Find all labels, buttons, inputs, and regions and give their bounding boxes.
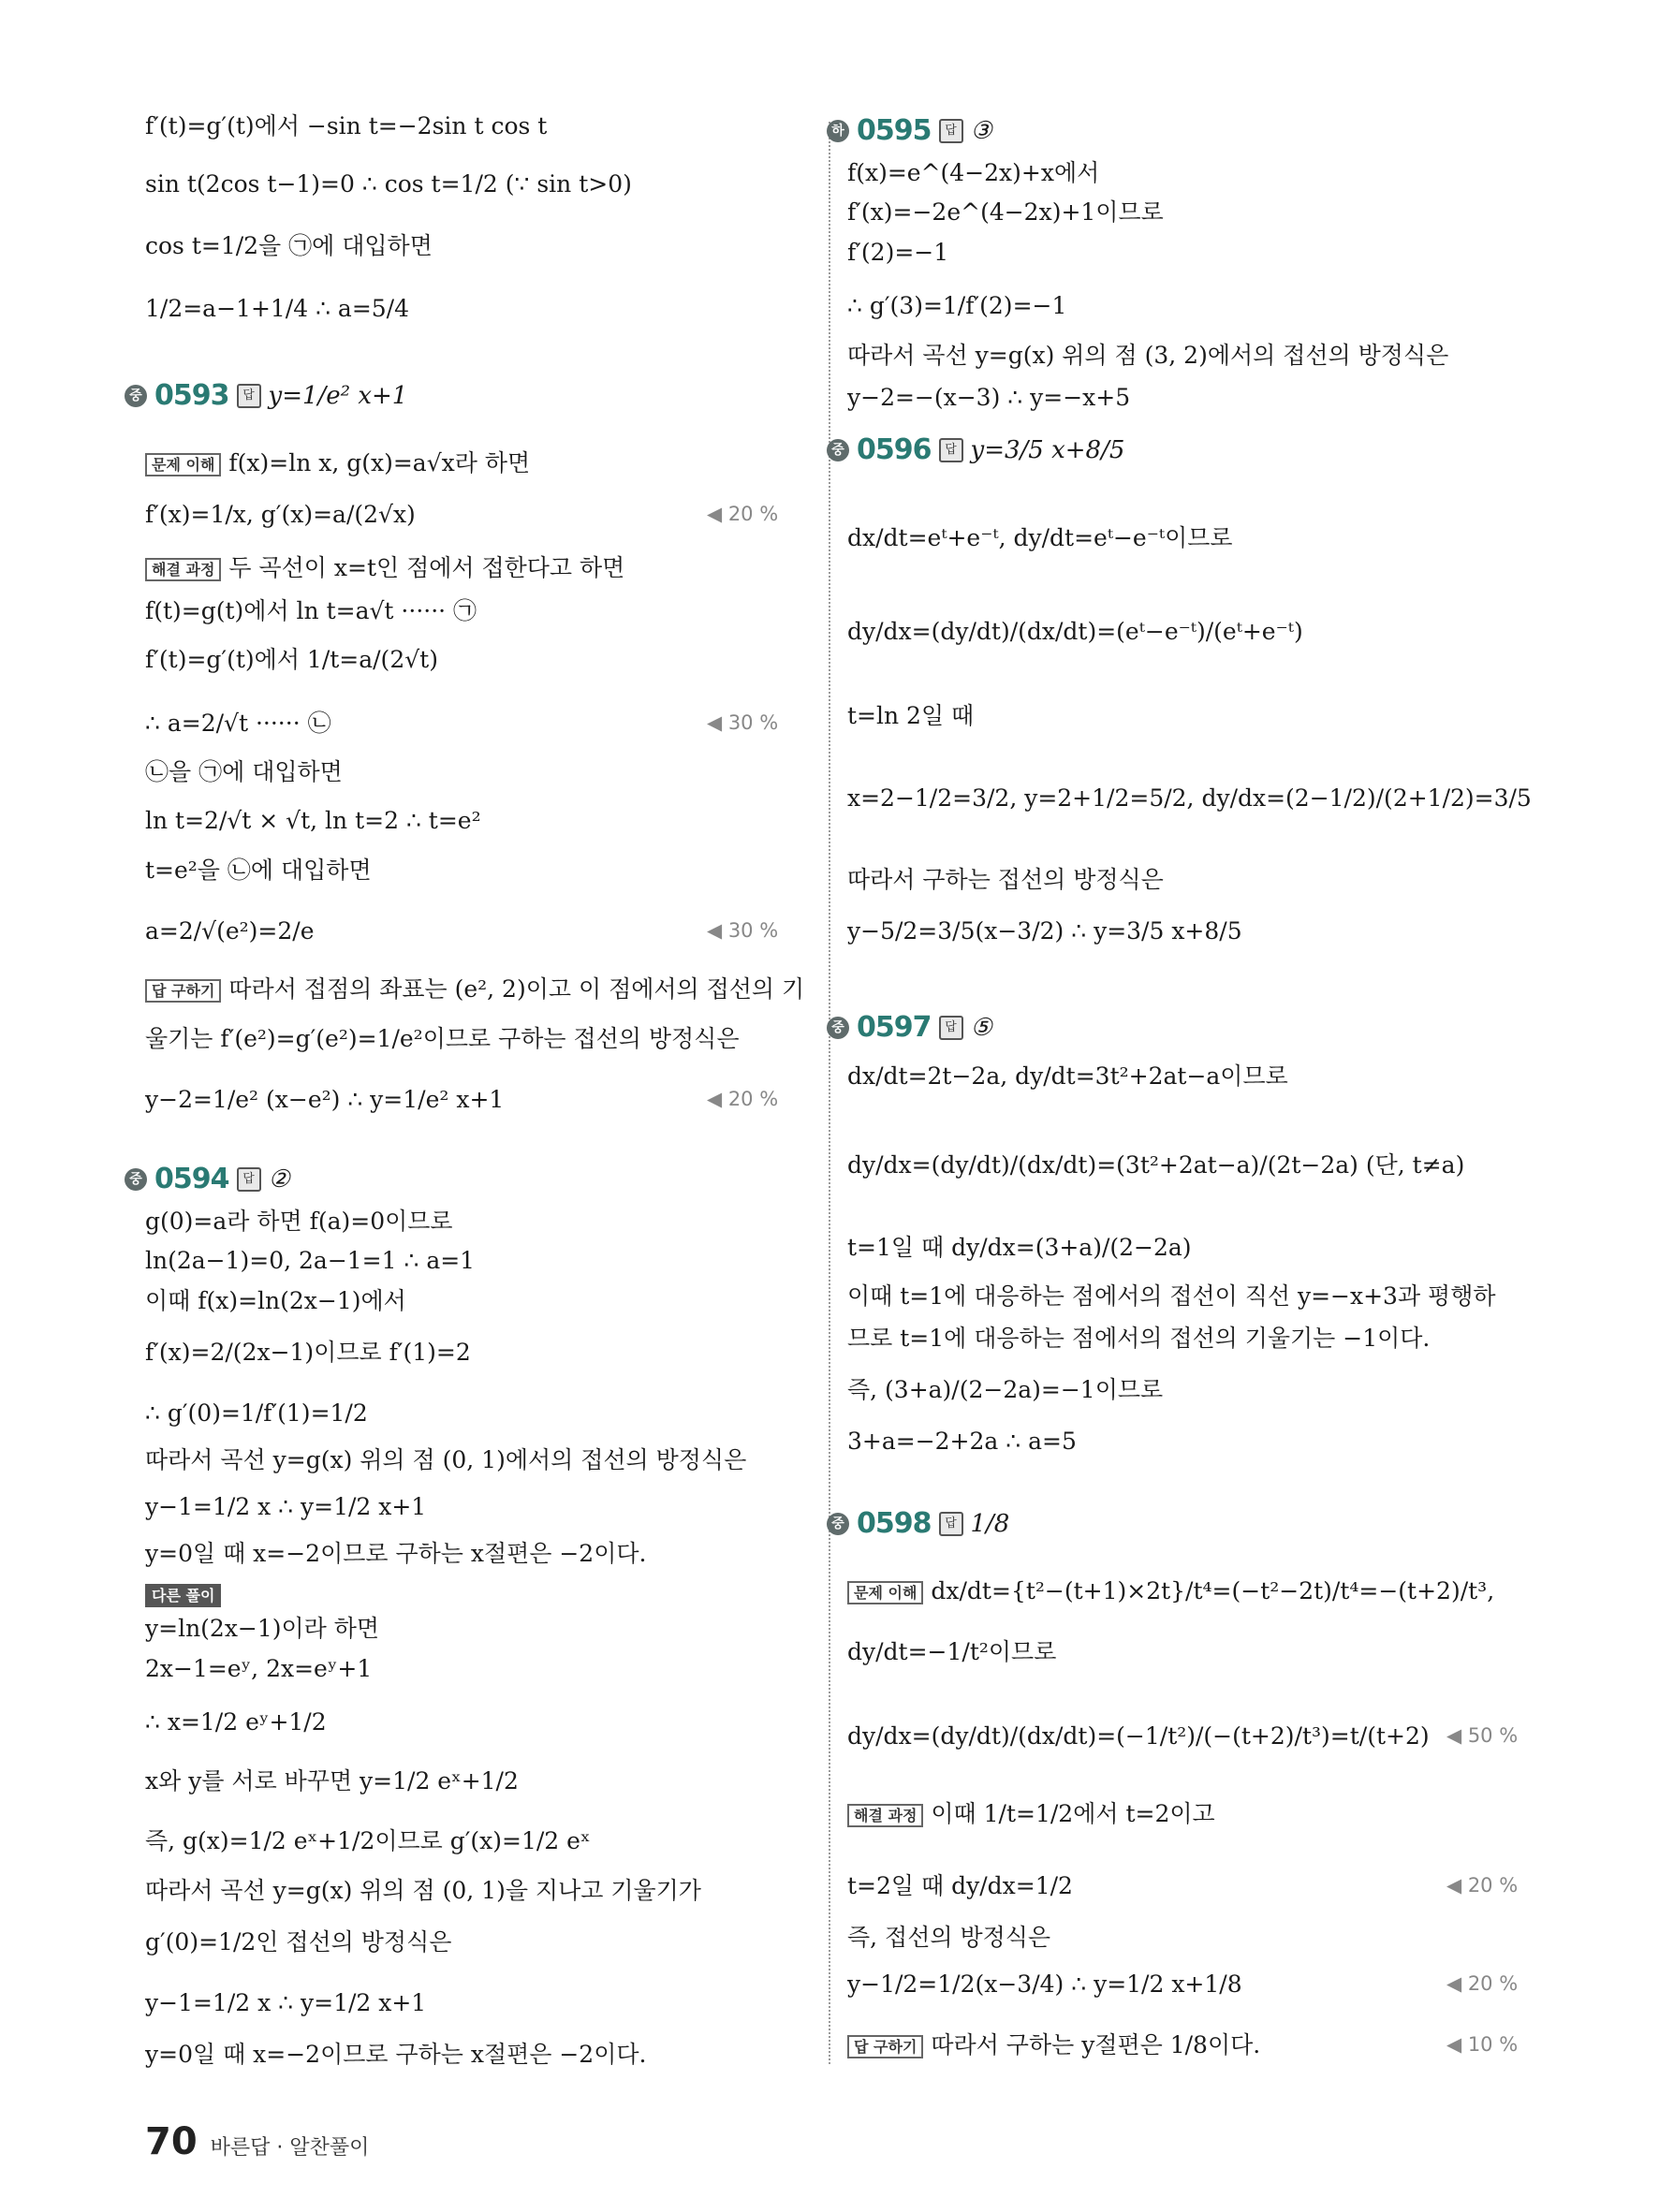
solution-line <box>847 866 1164 894</box>
solution-text: y=0일 때 x=−2이므로 구하는 x절편은 −2이다. <box>145 2041 647 2068</box>
answer-icon: 답 <box>237 1167 261 1192</box>
answer-text: ⑤ <box>970 1013 992 1042</box>
solution-line <box>847 159 1099 187</box>
solution-line <box>847 1924 1050 1952</box>
problem-header-0595 <box>827 114 992 147</box>
solution-text: f′(t)=g′(t)에서 −sin t=−2sin t cos t <box>145 112 548 139</box>
solution-line <box>145 1580 228 1608</box>
difficulty-badge: 중 <box>827 1513 849 1535</box>
solution-text: y−1=1/2 x ∴ y=1/2 x+1 <box>145 1989 427 2016</box>
solution-line <box>145 975 804 1003</box>
solution-line <box>145 1399 368 1428</box>
column-divider <box>829 122 830 2064</box>
solution-text: f′(x)=2/(2x−1)이므로 f′(1)=2 <box>145 1339 471 1366</box>
solution-text: dx/dt=eᵗ+e⁻ᵗ, dy/dt=eᵗ−e⁻ᵗ이므로 <box>847 524 1233 551</box>
solution-text: dy/dx=(dy/dt)/(dx/dt)=(−1/t²)/(−(t+2)/t³)=t/(t+2) <box>847 1722 1430 1750</box>
solution-line <box>847 1872 1073 1900</box>
solution-line <box>145 1708 327 1736</box>
step-tag: 답 구하기 <box>145 979 221 1003</box>
solution-text: ln t=2/√t × √t, ln t=2 ∴ t=e² <box>145 807 481 834</box>
solution-text: t=1일 때 dy/dx=(3+a)/(2−2a) <box>847 1234 1192 1261</box>
problem-number: 0598 <box>857 1507 932 1540</box>
score-percent: ◀ 20 % <box>707 1088 779 1110</box>
answer-text: ② <box>268 1165 290 1194</box>
step-tag: 해결 과정 <box>847 1804 923 1827</box>
solution-text: dy/dx=(dy/dt)/(dx/dt)=(3t²+2at−a)/(2t−2a) (단, t≠a) <box>847 1151 1465 1179</box>
solution-text: 두 곡선이 x=t인 점에서 접한다고 하면 <box>228 554 625 581</box>
problem-header-0597 <box>827 1011 992 1044</box>
solution-text: y−2=−(x−3) ∴ y=−x+5 <box>847 384 1131 411</box>
problem-header-0598 <box>827 1507 1009 1540</box>
solution-text: y−1=1/2 x ∴ y=1/2 x+1 <box>145 1493 427 1520</box>
score-percent: ◀ 20 % <box>707 503 779 525</box>
solution-line <box>145 1339 471 1367</box>
solution-text: f(x)=ln x, g(x)=a√x라 하면 <box>228 449 531 476</box>
solution-line <box>847 524 1233 552</box>
solution-line <box>145 501 416 529</box>
problem-number: 0596 <box>857 433 932 466</box>
solution-line <box>145 1446 746 1474</box>
solution-text: y−2=1/e² (x−e²) ∴ y=1/e² x+1 <box>145 1086 505 1113</box>
solution-text: 므로 t=1에 대응하는 점에서의 접선의 기울기는 −1이다. <box>847 1325 1431 1352</box>
solution-text: t=ln 2일 때 <box>847 702 975 729</box>
score-percent: ◀ 20 % <box>1446 1874 1519 1897</box>
solution-text: ln(2a−1)=0, 2a−1=1 ∴ a=1 <box>145 1247 476 1274</box>
solution-line <box>145 1989 426 2017</box>
solution-line <box>847 239 948 267</box>
solution-line <box>847 702 974 730</box>
solution-text: 따라서 곡선 y=g(x) 위의 점 (0, 1)에서의 접선의 방정식은 <box>145 1446 747 1473</box>
solution-text: 따라서 구하는 y절편은 1/8이다. <box>931 2031 1261 2058</box>
solution-line <box>145 857 372 885</box>
solution-text: y−5/2=3/5(x−3/2) ∴ y=3/5 x+8/5 <box>847 917 1242 945</box>
answer-text: y=1/e² x+1 <box>268 381 408 410</box>
step-tag: 문제 이해 <box>145 453 221 476</box>
solution-line <box>145 232 433 260</box>
answer-icon: 답 <box>939 119 963 143</box>
solution-text: f(x)=e^(4−2x)+x에서 <box>847 159 1100 186</box>
solution-line <box>145 1493 426 1521</box>
solution-line <box>145 597 477 625</box>
difficulty-badge: 중 <box>125 1168 147 1191</box>
solution-line <box>847 917 1242 945</box>
solution-line <box>145 1655 372 1683</box>
solution-text: t=2일 때 dy/dx=1/2 <box>847 1872 1073 1899</box>
answer-icon: 답 <box>939 1512 963 1536</box>
solution-line <box>145 1928 451 1956</box>
problem-number: 0597 <box>857 1011 932 1044</box>
answer-icon: 답 <box>939 1016 963 1040</box>
problem-header-0594 <box>125 1163 290 1195</box>
solution-line <box>847 1638 1056 1666</box>
page-footer <box>145 2120 369 2163</box>
solution-text: ∴ a=2/√t ······ ㉡ <box>145 710 331 737</box>
solution-text: 즉, (3+a)/(2−2a)=−1이므로 <box>847 1376 1164 1403</box>
solution-line <box>145 1767 519 1795</box>
solution-text: ㉡을 ㉠에 대입하면 <box>145 758 343 785</box>
solution-line <box>145 449 530 477</box>
solution-text: dy/dx=(dy/dt)/(dx/dt)=(eᵗ−e⁻ᵗ)/(eᵗ+e⁻ᵗ) <box>847 618 1303 645</box>
solution-text: x=2−1/2=3/2, y=2+1/2=5/2, dy/dx=(2−1/2)/(2+1/2)=3/5 <box>847 784 1532 812</box>
solution-text: 즉, g(x)=1/2 eˣ+1/2이므로 g′(x)=1/2 eˣ <box>145 1827 591 1854</box>
solution-text: a=2/√(e²)=2/e <box>145 917 315 945</box>
solution-line <box>145 758 343 786</box>
solution-line <box>145 170 632 198</box>
difficulty-badge: 중 <box>827 439 849 461</box>
problem-number: 0595 <box>857 114 932 147</box>
solution-text: f′(t)=g′(t)에서 1/t=a/(2√t) <box>145 646 438 673</box>
answer-text: y=3/5 x+8/5 <box>970 435 1125 464</box>
solution-text: dx/dt=2t−2a, dy/dt=3t²+2at−a이므로 <box>847 1062 1288 1090</box>
solution-text: 1/2=a−1+1/4 ∴ a=5/4 <box>145 295 410 322</box>
solution-line <box>847 1428 1077 1456</box>
solution-text: g(0)=a라 하면 f(a)=0이므로 <box>145 1208 453 1235</box>
solution-line <box>145 646 438 674</box>
solution-line <box>847 1062 1288 1091</box>
solution-text: 울기는 f′(e²)=g′(e²)=1/e²이므로 구하는 접선의 방정식은 <box>145 1025 740 1052</box>
solution-line <box>145 1615 379 1643</box>
solution-text: x와 y를 서로 바꾸면 y=1/2 eˣ+1/2 <box>145 1767 519 1795</box>
problem-header-0596 <box>827 433 1124 466</box>
solution-line <box>847 1151 1464 1179</box>
answer-text: 1/8 <box>970 1509 1010 1538</box>
problem-number: 0594 <box>154 1163 229 1195</box>
solution-text: 2x−1=eʸ, 2x=eʸ+1 <box>145 1655 373 1682</box>
solution-text: 따라서 곡선 y=g(x) 위의 점 (0, 1)을 지나고 기울기가 <box>145 1877 701 1904</box>
solution-line <box>847 384 1130 412</box>
solution-text: ∴ g′(3)=1/f′(2)=−1 <box>847 292 1067 319</box>
page-number: 70 <box>145 2120 198 2163</box>
solution-text: y=ln(2x−1)이라 하면 <box>145 1615 380 1642</box>
step-tag: 문제 이해 <box>847 1581 923 1604</box>
solution-text: ∴ x=1/2 eʸ+1/2 <box>145 1708 327 1736</box>
answer-text: ③ <box>970 116 992 145</box>
solution-text: y−1/2=1/2(x−3/4) ∴ y=1/2 x+1/8 <box>847 1970 1242 1998</box>
step-tag: 다른 풀이 <box>145 1584 221 1607</box>
difficulty-badge: 중 <box>827 1017 849 1039</box>
solution-text: f′(x)=1/x, g′(x)=a/(2√x) <box>145 501 416 528</box>
solution-text: 3+a=−2+2a ∴ a=5 <box>847 1428 1077 1455</box>
solution-text: 따라서 구하는 접선의 방정식은 <box>847 866 1164 893</box>
solution-line <box>847 1325 1430 1353</box>
step-tag: 해결 과정 <box>145 558 221 581</box>
solution-line <box>145 1208 453 1236</box>
solution-line <box>145 1287 406 1315</box>
solution-text: f(t)=g(t)에서 ln t=a√t ······ ㉠ <box>145 597 477 624</box>
solution-line <box>145 1086 504 1114</box>
solution-text: y=0일 때 x=−2이므로 구하는 x절편은 −2이다. <box>145 1540 647 1567</box>
solution-line <box>145 112 547 140</box>
solution-line <box>145 1540 646 1568</box>
solution-line <box>145 710 331 738</box>
score-percent: ◀ 30 % <box>707 711 779 734</box>
solution-text: cos t=1/2을 ㉠에 대입하면 <box>145 232 433 259</box>
solution-line <box>847 1800 1215 1828</box>
solution-text: dx/dt={t²−(t+1)×2t}/t⁴=(−t²−2t)/t⁴=−(t+2)/t³, <box>931 1577 1495 1604</box>
solution-text: g′(0)=1/2인 접선의 방정식은 <box>145 1928 452 1956</box>
problem-header-0593 <box>125 379 407 412</box>
step-tag: 답 구하기 <box>847 2035 923 2058</box>
difficulty-badge: 하 <box>827 120 849 142</box>
solution-text: 즉, 접선의 방정식은 <box>847 1924 1051 1951</box>
solution-line <box>145 1827 591 1855</box>
solution-line <box>847 292 1066 320</box>
solution-line <box>847 784 1532 813</box>
solution-text: 이때 f(x)=ln(2x−1)에서 <box>145 1287 406 1314</box>
answer-icon: 답 <box>939 438 963 462</box>
solution-line <box>847 1234 1192 1262</box>
solution-line <box>145 1025 740 1053</box>
solution-line <box>145 2041 646 2069</box>
solution-line <box>145 1247 475 1275</box>
solution-line <box>145 807 481 835</box>
solution-line <box>145 295 409 323</box>
solution-line <box>847 1970 1242 1999</box>
solution-line <box>145 554 624 582</box>
solution-line <box>847 618 1303 646</box>
solution-line <box>145 1877 701 1905</box>
solution-line <box>847 2031 1260 2059</box>
problem-number: 0593 <box>154 379 229 412</box>
difficulty-badge: 중 <box>125 385 147 407</box>
solution-text: f′(x)=−2e^(4−2x)+1이므로 <box>847 198 1164 226</box>
book-title: 바른답 · 알찬풀이 <box>210 2136 370 2160</box>
solution-text: 이때 t=1에 대응하는 점에서의 접선이 직선 y=−x+3과 평행하 <box>847 1282 1496 1310</box>
solution-text: t=e²을 ㉡에 대입하면 <box>145 857 372 884</box>
solution-line <box>847 198 1164 227</box>
score-percent: ◀ 10 % <box>1446 2033 1519 2056</box>
solution-text: 이때 1/t=1/2에서 t=2이고 <box>931 1800 1215 1827</box>
solution-line <box>847 1722 1430 1751</box>
solution-line <box>145 917 315 945</box>
score-percent: ◀ 30 % <box>707 919 779 942</box>
solution-text: 따라서 접점의 좌표는 (e², 2)이고 이 점에서의 접선의 기 <box>228 975 805 1003</box>
solution-text: dy/dt=−1/t²이므로 <box>847 1638 1057 1665</box>
answer-icon: 답 <box>237 384 261 408</box>
score-percent: ◀ 50 % <box>1446 1724 1519 1747</box>
solution-text: f′(2)=−1 <box>847 239 949 266</box>
solution-line <box>847 1577 1494 1605</box>
solution-line <box>847 1282 1496 1311</box>
solution-line <box>847 342 1448 370</box>
solution-text: ∴ g′(0)=1/f′(1)=1/2 <box>145 1399 368 1427</box>
solution-text: 따라서 곡선 y=g(x) 위의 점 (3, 2)에서의 접선의 방정식은 <box>847 342 1449 369</box>
solution-line <box>847 1376 1163 1404</box>
score-percent: ◀ 20 % <box>1446 1972 1519 1995</box>
solution-text: sin t(2cos t−1)=0 ∴ cos t=1/2 (∵ sin t>0) <box>145 170 632 198</box>
